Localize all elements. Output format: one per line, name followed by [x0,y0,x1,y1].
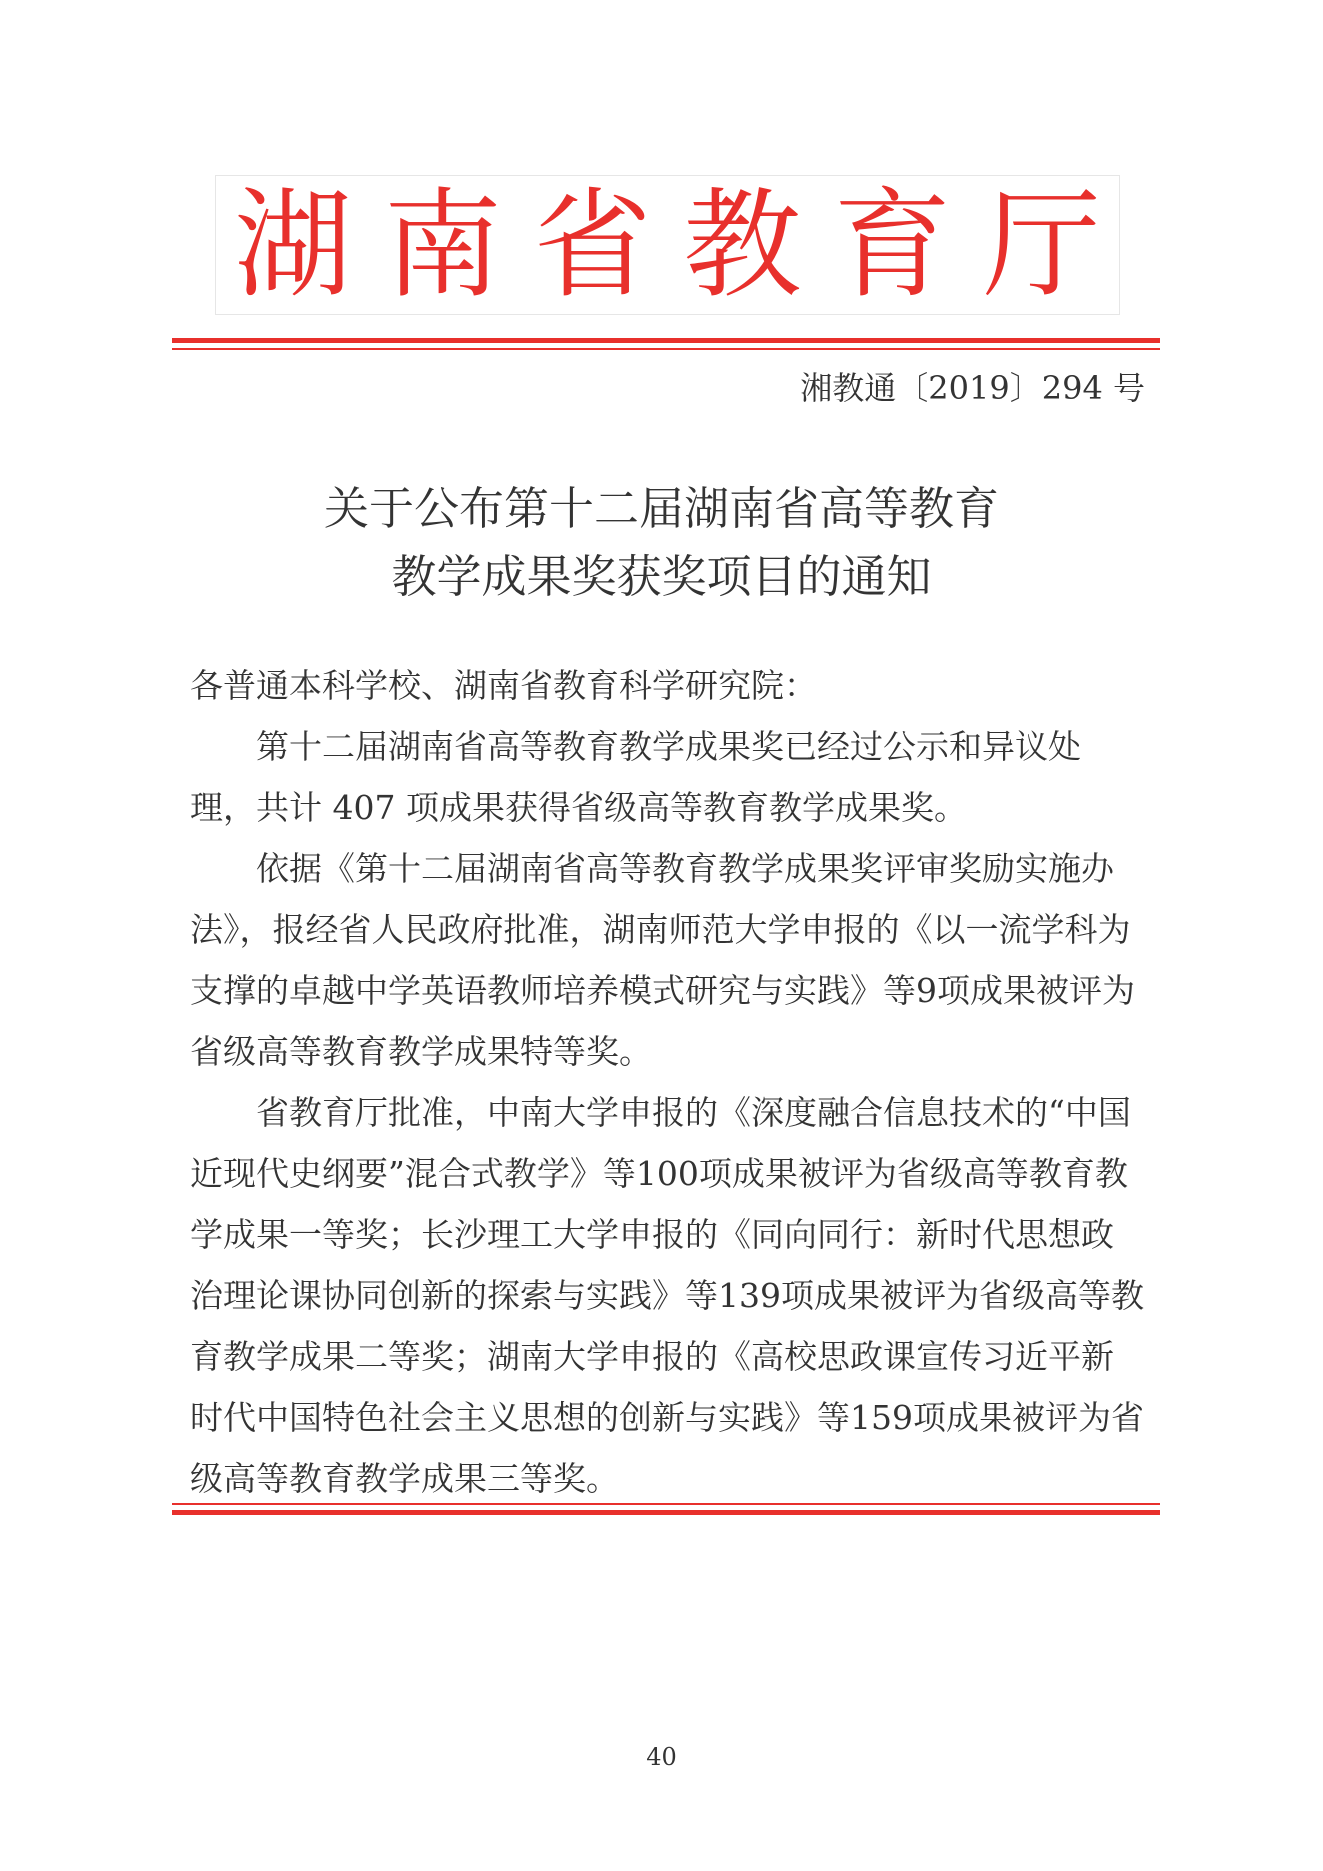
letterhead-char-2: 南 [383,176,502,314]
letterhead-char-6: 厅 [982,176,1101,314]
header-divider [172,338,1160,350]
document-number: 湘教通〔2019〕294 号 [800,369,1145,407]
letterhead-char-4: 教 [683,176,802,314]
letterhead-char-5: 育 [833,176,952,314]
notice-body [190,655,1145,1509]
letterhead-char-3: 省 [533,176,652,314]
notice-title-line-2: 教学成果奖获奖项目的通知 [391,550,932,603]
paragraph-1: 第十二届湖南省高等教育教学成果奖已经过公示和异议处理，共计 407 项成果获得省级高等教育教学成果奖。 [190,727,1081,827]
page-number: 40 [646,1743,677,1771]
footer-divider [172,1503,1160,1515]
paragraph-3: 省教育厅批准，中南大学申报的《深度融合信息技术的“中国近现代史纲要”混合式教学》等100项成果被评为省级高等教育教学成果一等奖；长沙理工大学申报的《同向同行：新时代思想政治理论课协同创新的探索与实践》等139项成果被评为省级高等教育教学成果二等奖；湖南大学申报的《高校思政课宣传习近平新时代中国特色社会主义思想的创新与实践》等159项成果被评为省级高等教育教学成果三等奖。 [190,1093,1144,1498]
salutation: 各普通本科学校、湖南省教育科学研究院： [190,666,817,705]
letterhead-char-1: 湖 [234,176,353,314]
paragraph-2: 依据《第十二届湖南省高等教育教学成果奖评审奖励实施办法》，报经省人民政府批准，湖南师范大学申报的《以一流学科为支撑的卓越中学英语教师培养模式研究与实践》等9项成果被评为省级高等教育教学成果特等奖。 [190,849,1135,1071]
notice-title-line-1: 关于公布第十二届湖南省高等教育 [323,482,999,535]
letterhead [215,175,1120,315]
